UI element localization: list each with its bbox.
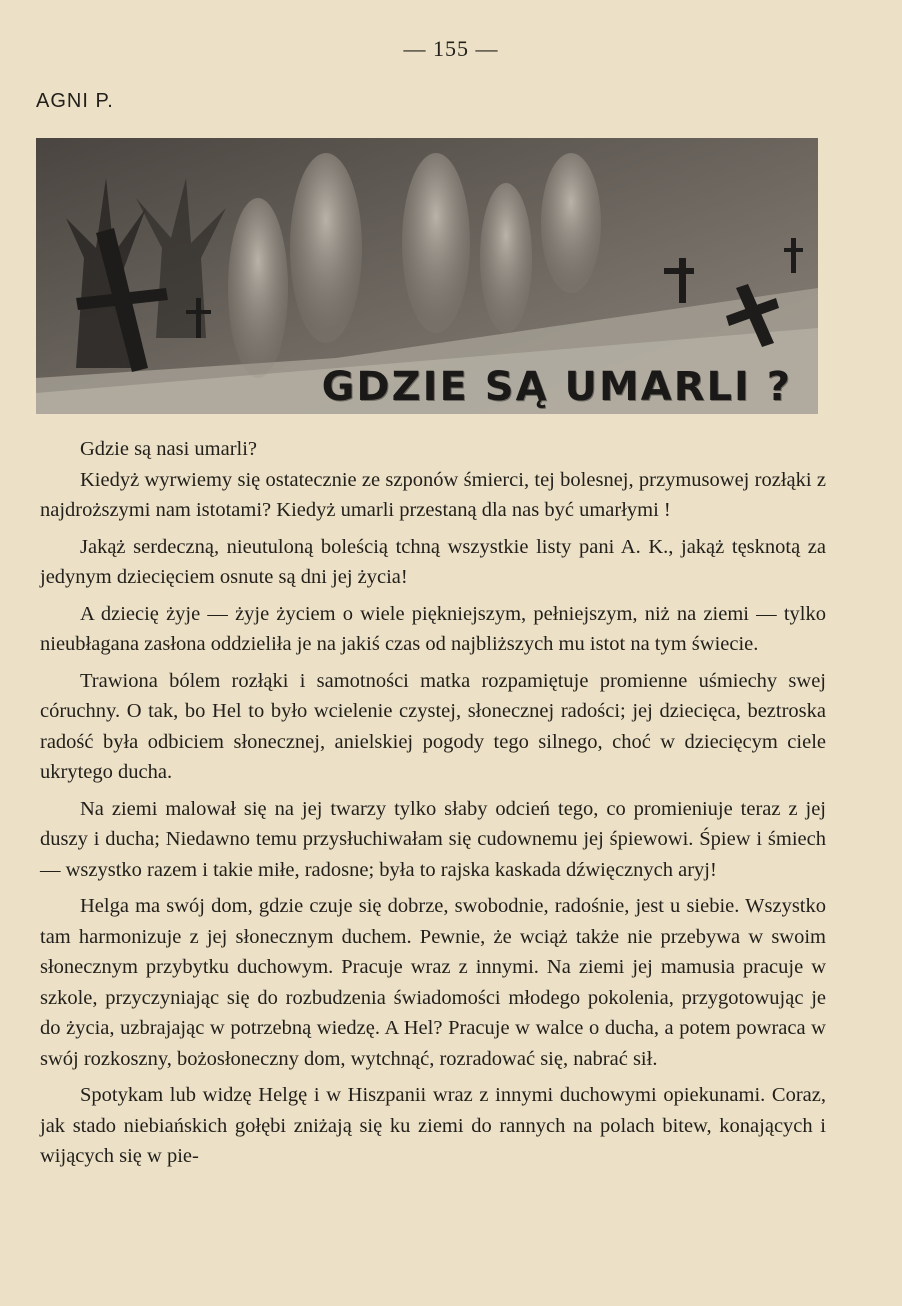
- paragraph: A dziecię żyje — żyje życiem o wiele piękniejszym, pełniejszym, niż na ziemi — tylko nieubłagana zasłona oddzieliła je na jakiś czas od najbliższych mu istot na tym świecie.: [40, 602, 826, 655]
- paragraph: Kiedyż wyrwiemy się ostatecznie ze szponów śmierci, tej bolesnej, przymusowej rozłąki z najdroższymi nam istotami? Kiedyż umarli przestaną dla nas być umarłymi !: [40, 468, 826, 521]
- paragraph: Helga ma swój dom, gdzie czuje się dobrze, swobodnie, radośnie, jest u siebie. Wszystko tam harmonizuje z jej słonecznym duchem. Pewnie, że wciąż także nie przebywa w swoim słonecznym przybytku duchowym. Pracuje wraz z innymi. Na ziemi jej mamusia pracuje w szkole, przyczyniając się do rozbudzenia świadomości młodego pokolenia, przygotowując je do życia, uzbrajając w potrzebną wiedzę. A Hel? Pracuje w walce o ducha, a potem powraca w swój rozkoszny, bożosłoneczny dom, wytchnąć, rozradować się, nabrać sił.: [40, 895, 826, 1070]
- illustration-title: GDZIE SĄ UMARLI ?: [321, 364, 792, 410]
- paragraph: Trawiona bólem rozłąki i samotności matka rozpamiętuje promienne uśmiechy swej córuchny. O tak, bo Hel to było wcielenie czystej, słonecznej radości; jej dziecięca, beztroska radość była odbiciem słonecznej, anielskiej pogody tego silnego, choć w dziecięcym ciele ukrytego ducha.: [40, 669, 826, 783]
- author-name: AGNI P.: [36, 90, 114, 112]
- paragraph: Jakąż serdeczną, nieutuloną boleścią tchną wszystkie listy pani A. K., jakąż tęsknotą za jedynym dziecięciem osnute są dni jej życia!: [40, 535, 826, 588]
- page-number: — 155 —: [403, 36, 499, 61]
- paragraph: Gdzie są nasi umarli?: [80, 438, 258, 460]
- illustration: [36, 138, 818, 414]
- paragraph: Spotykam lub widzę Helgę i w Hiszpanii wraz z innymi duchowymi opiekunami. Coraz, jak stado niebiańskich gołębi zniżają się ku ziemi do rannych na polach bitew, konających i wijących się w pie-: [40, 1084, 826, 1167]
- article-body: [40, 434, 826, 1178]
- paragraph: Na ziemi malował się na jej twarzy tylko słaby odcień tego, co promieniuje teraz z jej duszy i ducha; Niedawno temu przysłuchiwałam się cudownemu jej śpiewowi. Śpiew i śmiech — wszystko razem i takie miłe, radosne; była to rajska kaskada dźwięcznych aryj!: [40, 797, 826, 881]
